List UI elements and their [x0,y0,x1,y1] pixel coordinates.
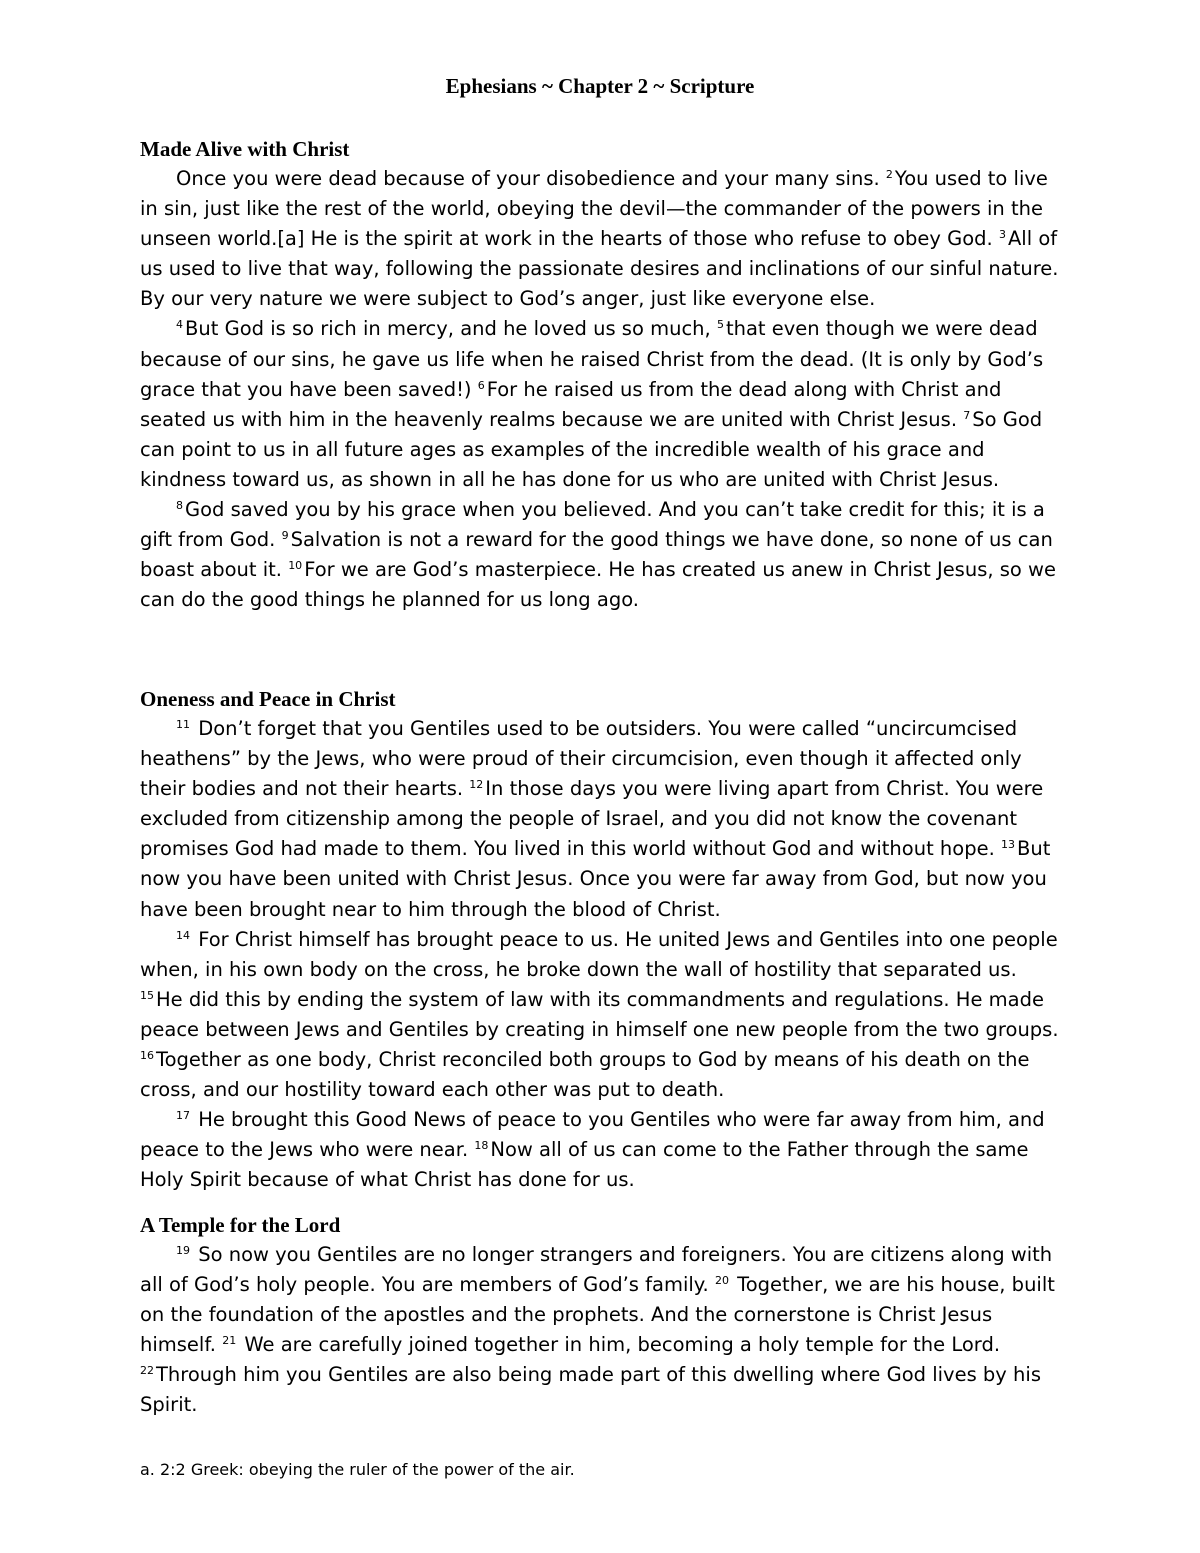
verse-number: 14 [176,928,190,942]
section-made-alive [140,134,1062,615]
verse-number: 10 [288,559,303,573]
verse-number: 11 [176,718,190,731]
section-oneness-peace [140,684,1062,1196]
verse-text: Don’t forget that you Gentiles used to be outsiders. You were called “uncircumcised heathens” by the Jews, who were proud of their circumcision, even though it affected only their bodies and not their hearts. [140,717,1022,801]
verse-text: Once you were dead because of your disobedience and your many sins. [176,167,886,190]
verse-number: 20 [714,1274,729,1288]
verse-text: Through him you Gentiles are also being made part of this dwelling where God lives by his Spirit. [140,1363,1041,1417]
verse-paragraph [140,164,1062,314]
verse-number: 22 [140,1364,154,1378]
verse-number: 21 [222,1334,237,1348]
verse-number: 7 [963,408,971,422]
verse-text: We are carefully joined together in him, becoming a holy temple for the Lord. [238,1333,1001,1357]
verse-number: 17 [176,1109,190,1123]
verse-text: But now you have been united with Christ Jesus. Once you were far away from God, but now you have been brought near to him through the blood of Christ. [140,837,1051,921]
section-heading: Made Alive with Christ [140,137,350,161]
verse-number: 18 [474,1139,489,1153]
verse-paragraph [140,314,1062,495]
verse-text: that even though we were dead because of our sins, he gave us life when he raised Christ from the dead. (It is only by God’s grace that you have been saved!) [140,317,1044,401]
verse-text: But God is so rich in mercy, and he loved us so much, [185,317,717,341]
verse-number: 4 [176,318,183,332]
verse-number: 13 [1001,838,1015,852]
page-title: Ephesians ~ Chapter 2 ~ Scripture [445,74,755,98]
verse-number: 8 [176,499,183,513]
verse-number: 12 [469,778,484,792]
verse-text: For he raised us from the dead along with Christ and seated us with him in the heavenly realms because we are united with Christ Jesus. [140,377,1002,431]
verse-number: 5 [716,318,724,332]
verse-text: In those days you were living apart from Christ. You were excluded from citizenship among the people of Israel, and you did not know the covenant promises God had made to them. You lived in this world without God and without hope. [140,777,1044,861]
verse-text: Now all of us can come to the Father through the same Holy Spirit because of what Christ has done for us. [140,1138,1029,1192]
verse-text: For we are God’s masterpiece. He has created us anew in Christ Jesus, so we can do the good things he planned for us long ago. [140,558,1056,612]
verse-text: He did this by ending the system of law with its commandments and regulations. He made peace between Jews and Gentiles by creating in himself one new people from the two groups. [140,987,1059,1041]
verse-text: For Christ himself has brought peace to us. He united Jews and Gentiles into one people when, in his own body on the cross, he broke down the wall of hostility that separated us. [140,927,1058,981]
verse-number: 9 [281,529,289,543]
verse-text: Together, we are his house, built on the foundation of the apostles and the prophets. And the cornerstone is Christ Jesus himself. [140,1273,1055,1357]
section-temple [140,1210,1062,1421]
verse-text: So God can point to us in all future ages as examples of the incredible wealth of his grace and kindness toward us, as shown in all he has done for us who are united with Christ Jesus. [140,407,1043,491]
section-heading: A Temple for the Lord [140,1213,341,1237]
verse-text: Together as one body, Christ reconciled both groups to God by means of his death on the cross, and our hostility toward each other was put to death. [140,1048,1030,1102]
verse-text: So now you Gentiles are no longer strangers and foreigners. You are citizens along with all of God’s holy people. You are members of God’s family. [140,1243,1053,1297]
section-heading: Oneness and Peace in Christ [140,687,396,711]
verse-text: All of us used to live that way, following the passionate desires and inclinations of our sinful nature. By our very nature we were subject to God’s anger, just like everyone else. [140,227,1059,311]
verse-paragraph [140,495,1062,615]
verse-number: 3 [998,228,1006,242]
verse-number: 16 [140,1049,154,1063]
verse-text: You used to live in sin, just like the rest of the world, obeying the devil—the commander of the powers in the unseen world.[a] He is the spirit at work in the hearts of those who refuse to obey God. [140,167,1048,251]
verse-number: 15 [140,988,154,1002]
verse-paragraph [140,714,1062,925]
verse-number: 2 [885,168,893,181]
verse-text: God saved you by his grace when you believed. And you can’t take credit for this; it is a gift from God. [140,498,1045,552]
verse-number: 6 [477,378,485,392]
verse-paragraph [140,1240,1062,1421]
verse-paragraph [140,925,1062,1106]
verse-number: 19 [176,1244,190,1257]
verse-text: He brought this Good News of peace to you Gentiles who were far away from him, and peace to the Jews who were near. [140,1108,1045,1162]
verse-paragraph [140,1105,1062,1195]
verse-text: Salvation is not a reward for the good things we have done, so none of us can boast about it. [140,528,1053,582]
footnote: a. 2:2 Greek: obeying the ruler of the power of the air. [140,1460,575,1479]
